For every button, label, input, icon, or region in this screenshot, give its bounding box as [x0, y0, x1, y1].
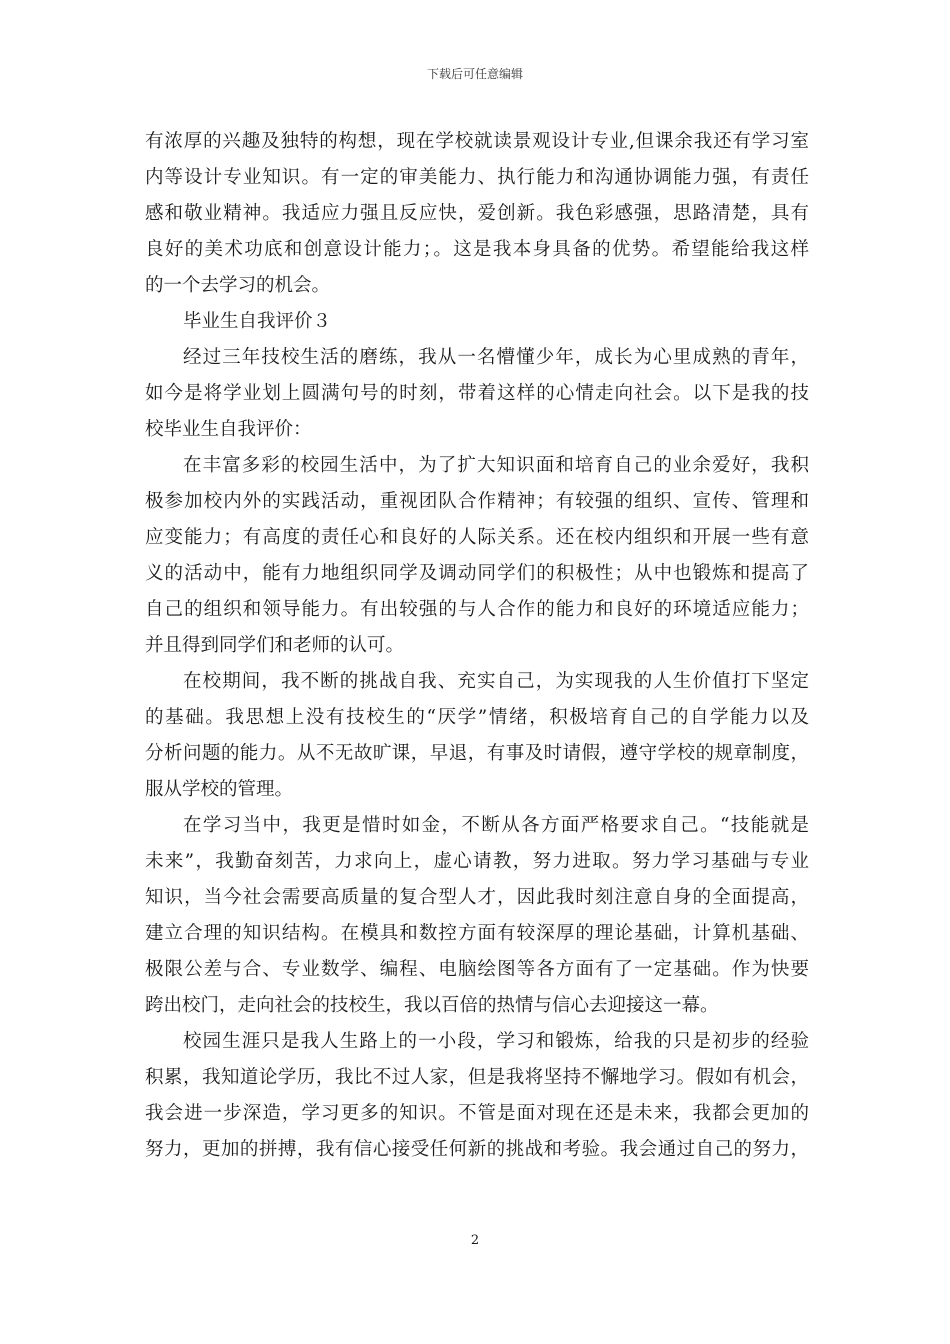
text-line: 跨出校门，走向社会的技校生，我以百倍的热情与信心去迎接这一幕。 [145, 995, 719, 1016]
text-line: 我会进一步深造，学习更多的知识。不管是面对现在还是未来，我都会更加的 [145, 1103, 809, 1124]
document-body [145, 124, 809, 1168]
text-line: 毕业生自我评价３ [183, 311, 332, 332]
text-line: 服从学校的管理。 [145, 779, 294, 800]
text-line: 义的活动中，能有力地组织同学及调动同学们的积极性；从中也锻炼和提高了 [145, 563, 809, 584]
page-header: 下载后可任意编辑 [426, 67, 523, 81]
text-line: 自己的组织和领导能力。有出较强的与人合作的能力和良好的环境适应能力； [145, 599, 809, 620]
text-line: 感和敬业精神。我适应力强且反应快，爱创新。我色彩感强，思路清楚，具有 [145, 203, 809, 224]
text-line: 有浓厚的兴趣及独特的构想，现在学校就读景观设计专业,但课余我还有学习室 [145, 131, 809, 152]
text-line: 知识，当今社会需要高质量的复合型人才，因此我时刻注意自身的全面提高， [145, 887, 809, 908]
text-line: 的一个去学习的机会。 [145, 275, 331, 296]
text-line: 校毕业生自我评价： [145, 419, 312, 440]
text-line: 未来”，我勤奋刻苦，力求向上，虚心请教，努力进取。努力学习基础与专业 [145, 851, 809, 872]
text-line: 如今是将学业划上圆满句号的时刻，带着这样的心情走向社会。以下是我的技 [145, 383, 809, 404]
text-line: 建立合理的知识结构。在模具和数控方面有较深厚的理论基础，计算机基础、 [145, 923, 809, 944]
text-line: 分析问题的能力。从不无故旷课，早退，有事及时请假，遵守学校的规章制度， [145, 743, 809, 764]
text-line: 经过三年技校生活的磨练，我从一名懵懂少年，成长为心里成熟的青年， [183, 347, 809, 368]
text-line: 在校期间，我不断的挑战自我、充实自己，为实现我的人生价值打下坚定 [183, 671, 809, 692]
text-line: 良好的美术功底和创意设计能力；。这是我本身具备的优势。希望能给我这样 [145, 239, 809, 260]
text-line: 极限公差与合、专业数学、编程、电脑绘图等各方面有了一定基础。作为快要 [145, 959, 809, 980]
text-line: 内等设计专业知识。有一定的审美能力、执行能力和沟通协调能力强，有责任 [145, 167, 809, 188]
text-line: 极参加校内外的实践活动，重视团队合作精神；有较强的组织、宣传、管理和 [145, 491, 809, 512]
text-line: 努力，更加的拼搏，我有信心接受任何新的挑战和考验。我会通过自己的努力， [145, 1139, 809, 1160]
text-line: 应变能力；有高度的责任心和良好的人际关系。还在校内组织和开展一些有意 [145, 527, 809, 548]
text-line: 并且得到同学们和老师的认可。 [145, 635, 405, 656]
text-line: 积累，我知道论学历，我比不过人家，但是我将坚持不懈地学习。假如有机会， [145, 1067, 809, 1088]
text-line: 校园生涯只是我人生路上的一小段，学习和锻炼，给我的只是初步的经验 [183, 1031, 809, 1052]
text-line: 在学习当中，我更是惜时如金，不断从各方面严格要求自己。“技能就是 [183, 815, 809, 836]
page-number: 2 [470, 1233, 480, 1248]
text-line: 的基础。我思想上没有技校生的“厌学”情绪，积极培育自己的自学能力以及 [145, 707, 809, 728]
text-line: 在丰富多彩的校园生活中，为了扩大知识面和培育自己的业余爱好，我积 [183, 455, 809, 476]
